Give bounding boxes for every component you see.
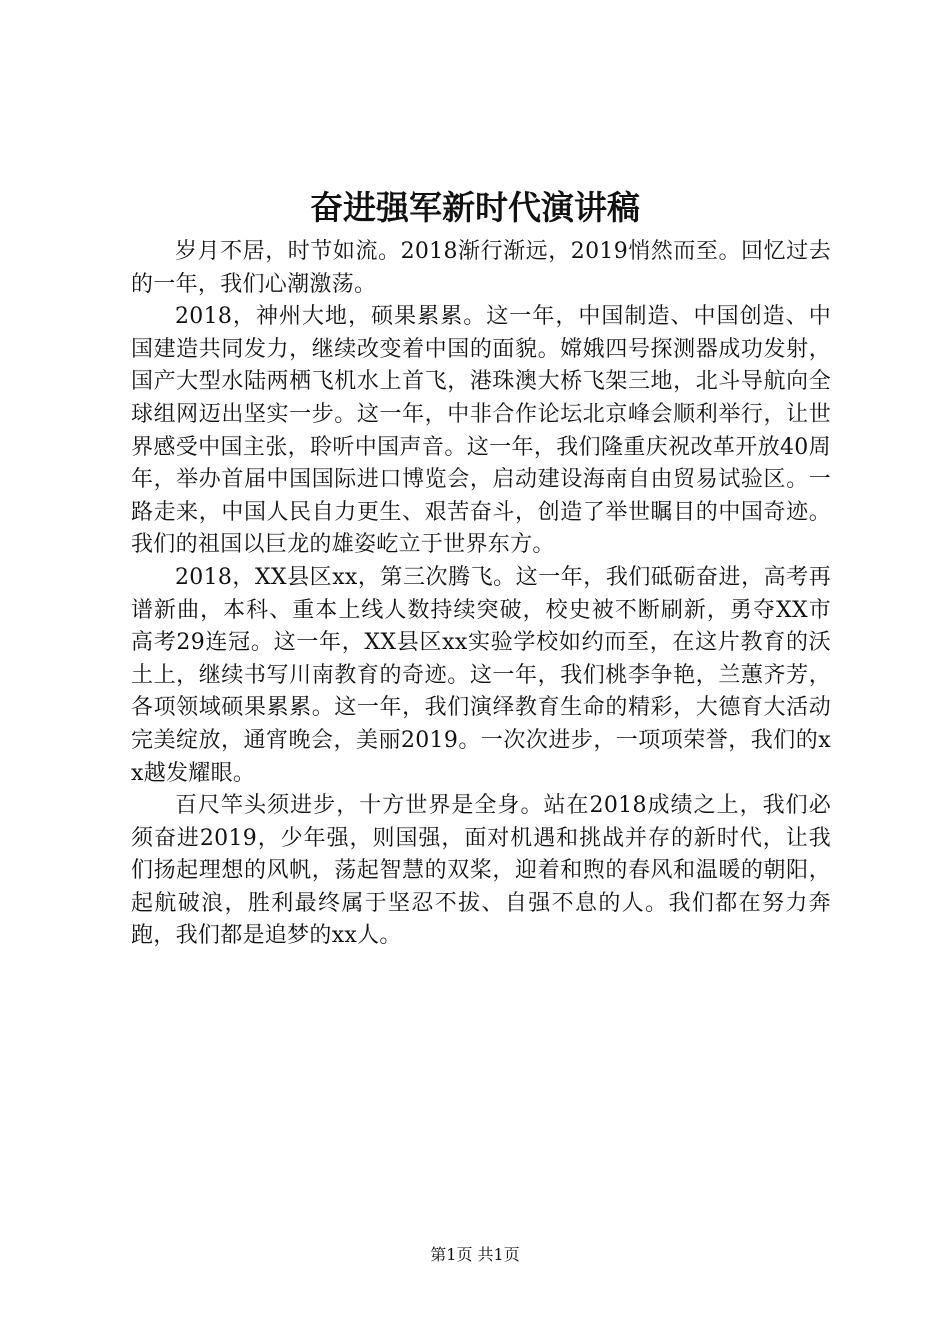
- document-body: [131, 236, 831, 953]
- paragraph-3: 2018，XX县区xx，第三次腾飞。这一年，我们砥砺奋进，高考再谱新曲，本科、重本上线人数持续突破，校史被不断刷新，勇夺XX市高考29连冠。这一年，XX县区xx实验学校如约而至，在这片教育的沃土上，继续书写川南教育的奇迹。这一年，我们桃李争艳，兰蕙齐芳，各项领域硕果累累。这一年，我们演绎教育生命的精彩，大德育大活动完美绽放，通宵晚会，美丽2019。一次次进步，一项项荣誉，我们的xx越发耀眼。: [131, 564, 831, 786]
- paragraph-2: 2018，神州大地，硕果累累。这一年，中国制造、中国创造、中国建造共同发力，继续改变着中国的面貌。嫦娥四号探测器成功发射，国产大型水陆两栖飞机水上首飞，港珠澳大桥飞架三地，北斗导航向全球组网迈出坚实一步。这一年，中非合作论坛北京峰会顺利举行，让世界感受中国主张，聆听中国声音。这一年，我们隆重庆祝改革开放40周年，举办首届中国国际进口博览会，启动建设海南自由贸易试验区。一路走来，中国人民自力更生、艰苦奋斗，创造了举世瞩目的中国奇迹。我们的祖国以巨龙的雄姿屹立于世界东方。: [131, 304, 831, 558]
- paragraph-1: 岁月不居，时节如流。2018渐行渐远，2019悄然而至。回忆过去的一年，我们心潮激荡。: [131, 239, 831, 297]
- document-title: 奋进强军新时代演讲稿: [310, 188, 640, 227]
- page-footer: 第1页 共1页: [430, 1245, 520, 1264]
- paragraph-4: 百尺竿头须进步，十方世界是全身。站在2018成绩之上，我们必须奋进2019，少年强，则国强，面对机遇和挑战并存的新时代，让我们扬起理想的风帆，荡起智慧的双桨，迎着和煦的春风和温暖的朝阳，起航破浪，胜利最终属于坚忍不拔、自强不息的人。我们都在努力奔跑，我们都是追梦的xx人。: [131, 793, 831, 949]
